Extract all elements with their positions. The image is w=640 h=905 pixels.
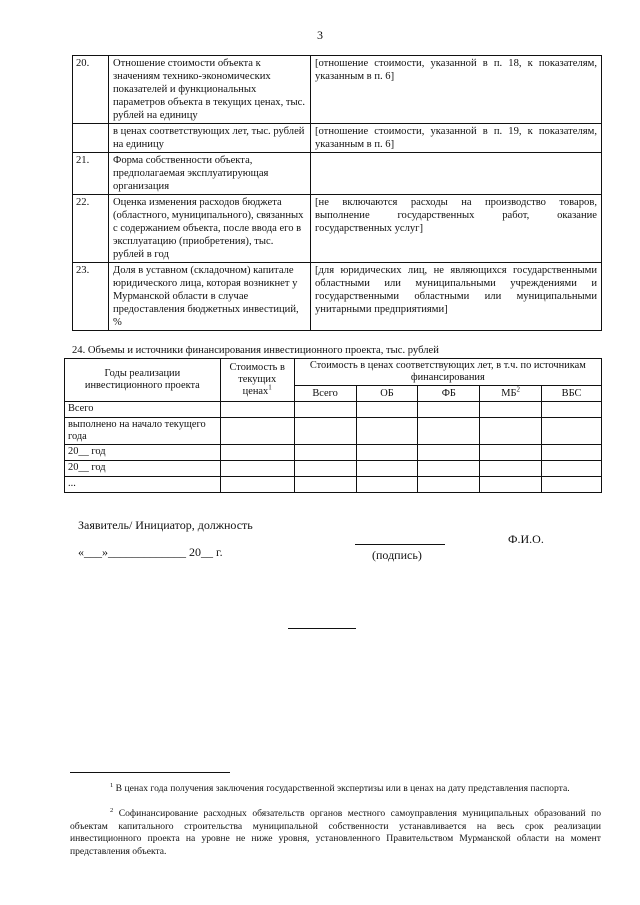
cell xyxy=(294,402,356,418)
table-row xyxy=(73,263,602,331)
header-mb xyxy=(480,386,542,402)
footnote-mark: 1 xyxy=(110,781,114,789)
funding-table xyxy=(64,358,602,493)
row-value: [для юридических лиц, не являющихся государственными областными или муниципальными учреждениями и государственными областными или муниципальными унитарными предприятиями] xyxy=(311,263,602,331)
header-total: Всего xyxy=(294,386,356,402)
row-number: 23. xyxy=(73,263,109,331)
cell xyxy=(220,418,294,445)
row-number: 21. xyxy=(73,153,109,195)
table-row xyxy=(65,445,602,461)
cell xyxy=(356,445,418,461)
cell xyxy=(294,418,356,445)
cell xyxy=(480,418,542,445)
footnote-divider xyxy=(70,772,230,773)
row-value xyxy=(311,153,602,195)
row-value: [отношение стоимости, указанной в п. 18, к показателям, указанным в п. 6] xyxy=(311,56,602,124)
cell xyxy=(294,477,356,493)
row-label: 20__ год xyxy=(65,461,221,477)
cell xyxy=(418,418,480,445)
table-row xyxy=(65,477,602,493)
cell xyxy=(356,461,418,477)
divider xyxy=(288,628,356,629)
row-label: ... xyxy=(65,477,221,493)
row-description: Доля в уставном (складочном) капитале юридического лица, которая возникнет у Мурманской области в случае предоставления бюджетных инвестиций, % xyxy=(109,263,311,331)
cell xyxy=(356,402,418,418)
table-row xyxy=(73,195,602,263)
header-group: Стоимость в ценах соответствующих лет, в т.ч. по источникам финансирования xyxy=(294,359,601,386)
row-number: 20. xyxy=(73,56,109,124)
cell xyxy=(542,402,602,418)
header-cost-label: Стоимость в текущих ценах xyxy=(229,362,285,397)
header-vbs: ВБС xyxy=(542,386,602,402)
cell xyxy=(418,445,480,461)
page-number: 3 xyxy=(317,28,323,42)
cell xyxy=(220,461,294,477)
signature-caption: (подпись) xyxy=(372,548,422,562)
cell xyxy=(480,461,542,477)
row-label: Всего xyxy=(65,402,221,418)
cell xyxy=(294,445,356,461)
footnote-1 xyxy=(70,783,601,796)
footnote-text: В ценах года получения заключения государственной экспертизы или в ценах на дату представления паспорта. xyxy=(115,783,570,794)
signature-line xyxy=(355,544,445,545)
cell xyxy=(418,477,480,493)
row-value: [не включаются расходы на производство товаров, выполнение государственных работ, оказание государственных услуг] xyxy=(311,195,602,263)
cell xyxy=(418,402,480,418)
row-description: Отношение стоимости объекта к значениям технико-экономических показателей и функциональных параметров объекта в текущих ценах, тыс. рублей на единицу xyxy=(109,56,311,124)
row-description: Форма собственности объекта, предполагаемая эксплуатирующая организация xyxy=(109,153,311,195)
footnote-mark: 2 xyxy=(110,806,114,814)
table-row xyxy=(73,153,602,195)
footnote-ref: 1 xyxy=(268,383,272,392)
table-row xyxy=(73,56,602,124)
row-label: выполнено на начало текущего года xyxy=(65,418,221,445)
row-description: Оценка изменения расходов бюджета (областного, муниципального), связанных с содержанием объекта, после ввода его в эксплуатацию (приобретения), тыс. рублей в год xyxy=(109,195,311,263)
header-row xyxy=(65,359,602,386)
table-row xyxy=(65,402,602,418)
row-number: 22. xyxy=(73,195,109,263)
header-years: Годы реализации инвестиционного проекта xyxy=(65,359,221,402)
cell xyxy=(220,477,294,493)
cell xyxy=(542,477,602,493)
cell xyxy=(220,445,294,461)
cell xyxy=(542,445,602,461)
full-name-caption: Ф.И.О. xyxy=(508,532,544,546)
header-fb: ФБ xyxy=(418,386,480,402)
header-mb-label: МБ xyxy=(501,387,517,399)
cell xyxy=(480,445,542,461)
applicant-role: Заявитель/ Инициатор, должность xyxy=(78,518,253,532)
row-label: 20__ год xyxy=(65,445,221,461)
cell xyxy=(542,461,602,477)
footnote-ref: 2 xyxy=(516,385,521,394)
row-number xyxy=(73,124,109,153)
table-row xyxy=(73,124,602,153)
cell xyxy=(418,461,480,477)
cell xyxy=(480,477,542,493)
table-row xyxy=(65,461,602,477)
cell xyxy=(220,402,294,418)
cell xyxy=(356,418,418,445)
row-value: [отношение стоимости, указанной в п. 19, к показателям, указанным в п. 6] xyxy=(311,124,602,153)
date-field: «___»_____________ 20__ г. xyxy=(78,545,223,559)
cell xyxy=(294,461,356,477)
cell xyxy=(356,477,418,493)
header-ob: ОБ xyxy=(356,386,418,402)
footnote-2 xyxy=(70,808,601,858)
row-description: в ценах соответствующих лет, тыс. рублей на единицу xyxy=(109,124,311,153)
table-row xyxy=(65,418,602,445)
footnote-text: Софинансирование расходных обязательств органов местного самоуправления муниципальных образований по объектам капитального строительства муниципальной собственности устанавливается на весь срок реализации инвестиционного проекта на уровне не ниже уровня, установленного Правительством Мурманской области на момент представления объекта. xyxy=(70,808,602,857)
header-cost xyxy=(220,359,294,402)
funding-caption: 24. Объемы и источники финансирования инвестиционного проекта, тыс. рублей xyxy=(72,345,439,356)
cell xyxy=(542,418,602,445)
cell xyxy=(480,402,542,418)
passport-table xyxy=(72,55,602,331)
